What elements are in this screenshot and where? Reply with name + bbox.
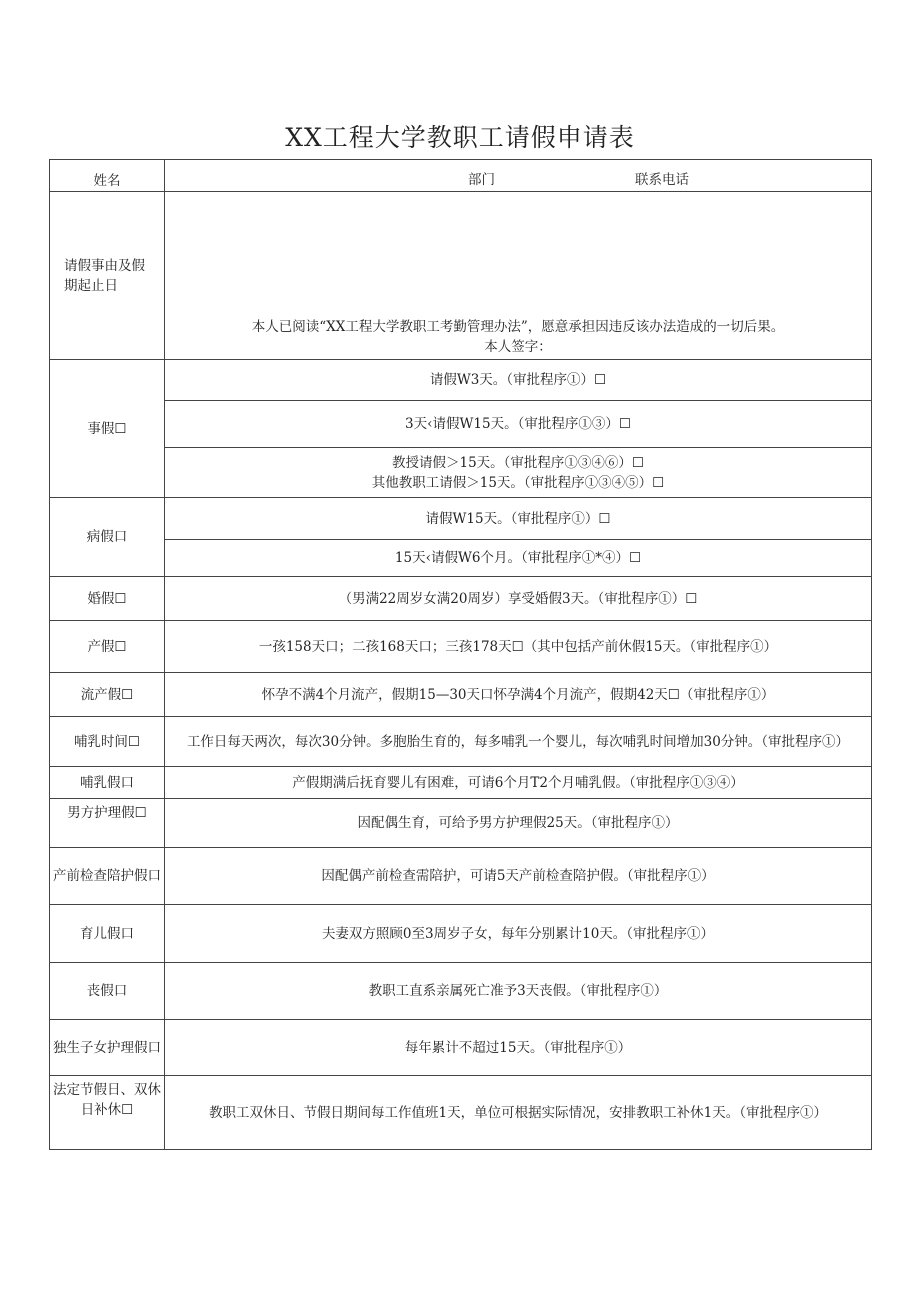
sick-leave-row [50,540,872,577]
leave-type-text: 哺乳时间☐ [73,733,141,750]
personal-leave-label-cell [50,360,165,498]
leave-row [50,799,872,848]
leave-application-table [49,159,872,1150]
leave-type-label[interactable] [50,621,165,673]
leave-type-text: 独生子女护理假口 [53,1039,161,1056]
leave-type-text: 哺乳假口 [80,774,134,791]
personal-leave-row [50,401,872,448]
reason-statement-block [165,317,871,357]
header-row [50,160,872,192]
personal-leave-option-text: 请假W3天。（审批程序①）☐ [429,372,607,388]
leave-type-label[interactable] [50,673,165,717]
sick-leave-option[interactable] [165,540,872,577]
leave-row [50,1076,872,1150]
sick-leave-option-text: 请假W15天。（审批程序①）☐ [425,510,611,527]
leave-desc-text: 工作日每天两次，每次30分钟。多胞胎生育的，每多哺乳一个婴儿，每次哺乳时间增加30分钟。（审批程序①） [186,733,850,750]
personal-leave-option-text: 3天‹请假W15天。（审批程序①③）☐ [405,416,631,432]
leave-type-desc [165,963,872,1020]
signature-label: 本人签字： [484,339,552,355]
leave-row [50,848,872,905]
leave-desc-text: 怀孕不满4个月流产，假期15—30天口怀孕满4个月流产，假期42天☐（审批程序①） [261,686,775,703]
leave-type-desc [165,1076,872,1150]
leave-row [50,621,872,673]
name-label: 姓名 [93,173,121,189]
leave-type-text: 丧假口 [86,983,128,999]
leave-desc-text: 因配偶生育，可给予男方护理假25天。（审批程序①） [357,815,679,831]
leave-desc-text: 教职工双休日、节假日期间每工作值班1天，单位可根据实际情况，安排教职工补休1天。（审批程序①） [209,1104,827,1121]
reason-row [50,192,872,360]
personal-leave-option-text: 其他教职工请假＞15天。（审批程序①③④⑤）☐ [371,474,665,491]
personal-leave-option[interactable] [165,360,872,401]
leave-type-label[interactable] [50,799,165,848]
leave-type-label[interactable] [50,848,165,905]
form-title: XX工程大学教职工请假申请表 [285,123,635,152]
leave-row [50,1020,872,1076]
dept-phone-cell[interactable] [165,160,872,192]
leave-row [50,963,872,1020]
leave-type-desc [165,717,872,767]
name-label-cell [50,160,165,192]
personal-leave-option-text: 教授请假＞15天。（审批程序①③④⑥）☐ [391,454,645,471]
leave-desc-text: 一孩158天口；二孩168天口；三孩178天☐（其中包括产前休假15天。（审批程序①） [258,638,778,655]
personal-leave-option[interactable] [165,401,872,448]
sick-leave-label-cell [50,498,165,577]
leave-type-desc [165,767,872,799]
leave-desc-text: （男满22周岁女满20周岁）享受婚假3天。（审批程序①）☐ [338,590,698,607]
sick-leave-row [50,498,872,540]
leave-type-text: 产假☐ [87,638,127,655]
personal-leave-row [50,448,872,498]
reason-statement: 本人已阅读“XX工程大学教职工考勤管理办法”，愿意承担因违反该办法造成的一切后果。 [251,319,785,335]
reason-input-cell[interactable] [165,192,872,360]
leave-desc-text: 每年累计不超过15天。（审批程序①） [404,1039,632,1056]
sick-leave-option[interactable] [165,498,872,540]
leave-type-desc [165,577,872,621]
leave-type-desc [165,848,872,905]
leave-type-desc [165,905,872,963]
phone-label: 联系电话 [635,172,689,188]
personal-leave-option[interactable] [165,448,872,498]
personal-leave-label[interactable]: 事假☐ [87,420,127,437]
leave-desc-text: 教职工直系亲属死亡准予3天丧假。（审批程序①） [368,983,668,999]
leave-type-text: 法定节假日、双休日补休☐ [53,1082,161,1118]
leave-type-text: 婚假☐ [87,590,127,607]
personal-leave-row [50,360,872,401]
dept-label: 部门 [468,172,495,188]
leave-type-desc [165,673,872,717]
leave-type-label[interactable] [50,717,165,767]
leave-type-label[interactable] [50,1020,165,1076]
leave-type-text: 产前检查陪护假口 [53,868,161,884]
leave-type-label[interactable] [50,963,165,1020]
leave-type-label[interactable] [50,767,165,799]
sick-leave-option-text: 15天‹请假W6个月。（审批程序①*④）☐ [394,550,642,566]
leave-row [50,673,872,717]
leave-type-text: 育儿假口 [80,925,134,942]
leave-type-text: 流产假☐ [80,686,134,703]
leave-type-label[interactable] [50,1076,165,1150]
leave-type-text: 男方护理假☐ [67,805,147,821]
leave-type-desc [165,621,872,673]
leave-row [50,717,872,767]
leave-desc-text: 因配偶产前检查需陪护，可请5天产前检查陪护假。（审批程序①） [321,868,715,884]
leave-desc-text: 产假期满后抚育婴儿有困难，可请6个月T2个月哺乳假。（审批程序①③④） [292,774,744,791]
reason-label: 请假事由及假期起止日 [64,257,145,294]
leave-type-desc [165,1020,872,1076]
sick-leave-label[interactable]: 病假口 [86,529,128,545]
leave-type-desc [165,799,872,848]
leave-row [50,767,872,799]
leave-type-label[interactable] [50,577,165,621]
leave-desc-text: 夫妻双方照顾0至3周岁子女，每年分别累计10天。（审批程序①） [321,925,715,942]
reason-label-cell [50,192,165,360]
leave-row [50,577,872,621]
leave-type-label[interactable] [50,905,165,963]
leave-row [50,905,872,963]
